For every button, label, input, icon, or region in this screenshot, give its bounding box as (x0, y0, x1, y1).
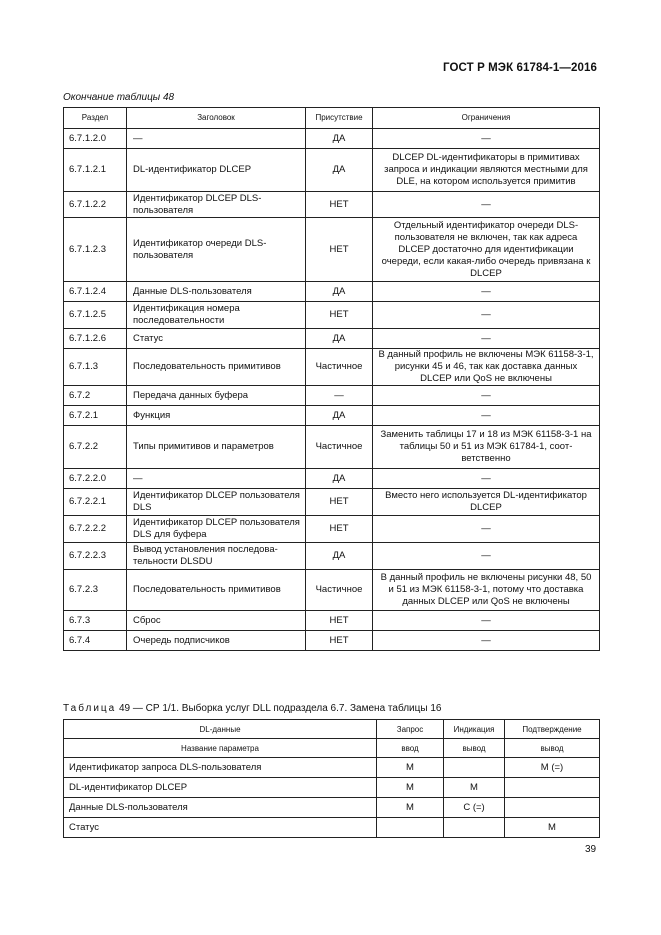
table-row (64, 192, 600, 218)
row-limits: — (373, 631, 600, 651)
row-section: 6.7.2.1 (64, 406, 127, 426)
row-title: Идентификатор очереди DLS-пользователя (127, 218, 306, 282)
table-row (64, 426, 600, 469)
row-section: 6.7.3 (64, 611, 127, 631)
row-title: Идентификация номера последовательности (127, 302, 306, 329)
column-subheader-indication-output: вывод (444, 739, 505, 758)
row-section: 6.7.1.2.1 (64, 149, 127, 192)
row-section: 6.7.4 (64, 631, 127, 651)
row-limits: В данный профиль не включены МЭК 61158-3-1, рисунки 45 и 46, так как доставка данных DLCEP или QoS не включены (373, 349, 600, 386)
row-request: M (377, 758, 444, 778)
row-title: Последовательность примитивов (127, 570, 306, 611)
row-confirmation (505, 778, 600, 798)
table-row (64, 611, 600, 631)
table-row (64, 798, 600, 818)
row-title: Идентификатор DLCEP DLS-пользователя (127, 192, 306, 218)
row-title: — (127, 469, 306, 489)
column-subheader-parameter-name: Название параметра (64, 739, 377, 758)
row-limits: Вместо него используется DL-идентификатор DLCEP (373, 489, 600, 516)
row-presence: ДА (306, 329, 373, 349)
table-row (64, 631, 600, 651)
row-section: 6.7.1.2.3 (64, 218, 127, 282)
row-limits: — (373, 129, 600, 149)
row-limits: — (373, 611, 600, 631)
row-presence: ДА (306, 149, 373, 192)
row-title: DL-идентификатор DLCEP (127, 149, 306, 192)
row-limits: — (373, 386, 600, 406)
table-row (64, 543, 600, 570)
document-header: ГОСТ Р МЭК 61784-1—2016 (443, 62, 597, 74)
row-title: Сброс (127, 611, 306, 631)
table-row (64, 516, 600, 543)
row-title: Статус (127, 329, 306, 349)
row-limits: — (373, 302, 600, 329)
table-row (64, 282, 600, 302)
row-section: 6.7.1.2.6 (64, 329, 127, 349)
table-49 (63, 719, 600, 838)
row-presence: — (306, 386, 373, 406)
row-limits: Заменить таблицы 17 и 18 из МЭК 61158-3-1 на таблицы 50 и 51 из МЭК 61784-1, соответственно (373, 426, 600, 469)
row-presence: НЕТ (306, 218, 373, 282)
table-row (64, 469, 600, 489)
row-parameter-name: Данные DLS-пользователя (64, 798, 377, 818)
table-49-caption-word: Таблица (63, 703, 117, 714)
row-title: Типы примитивов и параметров (127, 426, 306, 469)
row-limits: Отдельный идентификатор очереди DLS-пользователя не включен, так как адреса DLCEP достаточно для идентификации очереди, если какая-либо очередь привязана к DLCEP (373, 218, 600, 282)
row-section: 6.7.2.2.3 (64, 543, 127, 570)
table-row (64, 570, 600, 611)
column-header-dl-data: DL-данные (64, 720, 377, 739)
row-presence: Частичное (306, 570, 373, 611)
row-limits: — (373, 516, 600, 543)
column-header-presence: Присутствие (306, 108, 373, 129)
row-title: Очередь подписчиков (127, 631, 306, 651)
table-row (64, 758, 600, 778)
row-title: Функция (127, 406, 306, 426)
row-section: 6.7.1.2.2 (64, 192, 127, 218)
row-limits: — (373, 192, 600, 218)
column-header-indication: Индикация (444, 720, 505, 739)
row-presence: ДА (306, 282, 373, 302)
table-row (64, 778, 600, 798)
table-48-header-row (64, 108, 600, 129)
table-49-caption-text: 49 — СР 1/1. Выборка услуг DLL подраздела 6.7. Замена таблицы 16 (116, 703, 442, 714)
table-49-header-row-1 (64, 720, 600, 739)
row-title: Идентификатор DLCEP пользователя DLS (127, 489, 306, 516)
column-header-section: Раздел (64, 108, 127, 129)
column-header-limits: Ограничения (373, 108, 600, 129)
column-header-request: Запрос (377, 720, 444, 739)
row-parameter-name: Статус (64, 818, 377, 838)
row-presence: НЕТ (306, 631, 373, 651)
row-request: M (377, 778, 444, 798)
row-presence: НЕТ (306, 611, 373, 631)
table-row (64, 149, 600, 192)
table-row (64, 329, 600, 349)
row-section: 6.7.2.2.1 (64, 489, 127, 516)
column-subheader-request-input: ввод (377, 739, 444, 758)
table-49-header-row-2 (64, 739, 600, 758)
table-row (64, 302, 600, 329)
row-presence: НЕТ (306, 192, 373, 218)
row-limits: DLCEP DL-идентификаторы в примитивах запроса и индикации являются местными для DLE, на котором используется примитив (373, 149, 600, 192)
row-title: Последовательность примитивов (127, 349, 306, 386)
column-header-title: Заголовок (127, 108, 306, 129)
row-presence: ДА (306, 469, 373, 489)
row-title: Данные DLS-пользователя (127, 282, 306, 302)
table-49-caption (63, 703, 441, 714)
column-subheader-confirmation-output: вывод (505, 739, 600, 758)
row-confirmation: M (505, 818, 600, 838)
row-section: 6.7.1.2.5 (64, 302, 127, 329)
row-limits: — (373, 329, 600, 349)
row-indication: M (444, 778, 505, 798)
row-parameter-name: Идентификатор запроса DLS-пользователя (64, 758, 377, 778)
row-indication: C (=) (444, 798, 505, 818)
row-section: 6.7.1.2.4 (64, 282, 127, 302)
table-row (64, 489, 600, 516)
table-row (64, 386, 600, 406)
row-limits: — (373, 469, 600, 489)
table-row (64, 818, 600, 838)
row-request (377, 818, 444, 838)
row-presence: ДА (306, 543, 373, 570)
row-presence: Частичное (306, 426, 373, 469)
column-header-confirmation: Подтверждение (505, 720, 600, 739)
row-presence: НЕТ (306, 489, 373, 516)
table-row (64, 129, 600, 149)
row-section: 6.7.2.2.2 (64, 516, 127, 543)
row-parameter-name: DL-идентификатор DLCEP (64, 778, 377, 798)
row-limits: В данный профиль не включены рисунки 48, 50 и 51 из МЭК 61158-3-1, потому что доставка данных DLCEP или QoS не включены (373, 570, 600, 611)
row-section: 6.7.2 (64, 386, 127, 406)
row-presence: ДА (306, 406, 373, 426)
row-presence: ДА (306, 129, 373, 149)
row-limits: — (373, 406, 600, 426)
row-indication (444, 758, 505, 778)
row-request: M (377, 798, 444, 818)
table-row (64, 406, 600, 426)
row-limits: — (373, 282, 600, 302)
row-title: Вывод установления последовательности DLSDU (127, 543, 306, 570)
row-title: Передача данных буфера (127, 386, 306, 406)
row-title: — (127, 129, 306, 149)
row-section: 6.7.2.3 (64, 570, 127, 611)
row-section: 6.7.2.2 (64, 426, 127, 469)
table-row (64, 218, 600, 282)
table-48-caption: Окончание таблицы 48 (63, 92, 175, 103)
row-presence: НЕТ (306, 302, 373, 329)
row-presence: Частичное (306, 349, 373, 386)
row-indication (444, 818, 505, 838)
row-section: 6.7.1.2.0 (64, 129, 127, 149)
table-48 (63, 107, 600, 651)
row-limits: — (373, 543, 600, 570)
row-confirmation (505, 798, 600, 818)
row-presence: НЕТ (306, 516, 373, 543)
row-section: 6.7.2.2.0 (64, 469, 127, 489)
table-row (64, 349, 600, 386)
row-confirmation: M (=) (505, 758, 600, 778)
row-section: 6.7.1.3 (64, 349, 127, 386)
row-title: Идентификатор DLCEP пользователя DLS для буфера (127, 516, 306, 543)
page-number: 39 (585, 844, 597, 855)
